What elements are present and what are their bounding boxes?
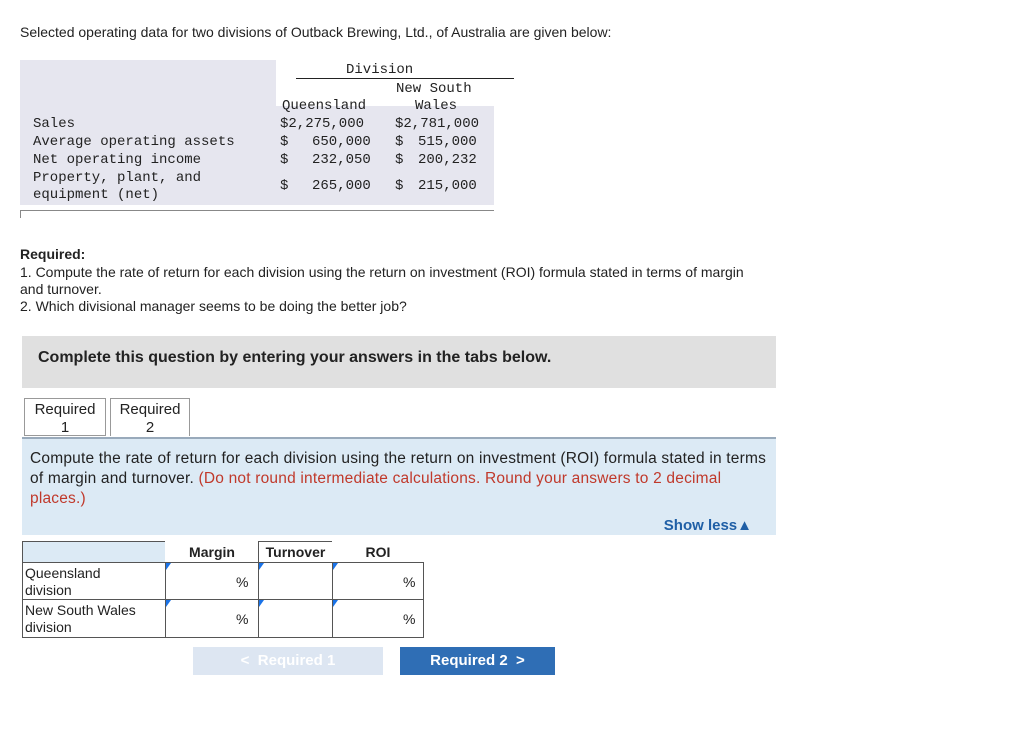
instruction-main: Compute the rate of return for each division using the return on investment (ROI) formula stated in terms of margin and turnover.	[30, 450, 767, 487]
currency-sign: $	[280, 178, 289, 194]
margin-input-nsw[interactable]	[165, 599, 259, 638]
table-bottom-frame	[20, 210, 494, 218]
required-item-2: 2. Which divisional manager seems to be doing the better job?	[20, 298, 407, 314]
header-margin: Margin	[165, 541, 259, 563]
tab-required-2[interactable]: Required 2	[110, 398, 190, 436]
instruction-text	[30, 449, 770, 509]
required-item-1a: 1. Compute the rate of return for each division using the return on investment (ROI) formula stated in terms of margin	[20, 264, 744, 280]
roi-input-queensland[interactable]	[332, 562, 424, 600]
tab-required-1[interactable]: Required 1	[24, 398, 106, 436]
complete-banner-text: Complete this question by entering your answers in the tabs below.	[38, 349, 552, 366]
rounding-note: (Do not round intermediate calculations. Round your answers to 2 decimal places.)	[30, 470, 722, 507]
percent-sign: %	[403, 574, 416, 590]
required-heading: Required:	[20, 246, 86, 262]
triangle-up-icon: ▲	[737, 517, 752, 534]
percent-sign: %	[236, 574, 249, 590]
ppe-queensland: 265,000	[312, 178, 371, 194]
instruction-panel	[22, 439, 776, 535]
row-label-sales: Sales	[33, 116, 76, 132]
col-header-queensland: Queensland	[282, 98, 367, 114]
turnover-input-queensland[interactable]	[258, 562, 333, 600]
row-label-avg-assets: Average operating assets	[33, 134, 235, 150]
col-header-nsw-line2: Wales	[415, 98, 458, 114]
avg-assets-queensland: 650,000	[312, 134, 371, 150]
row-label-noi: Net operating income	[33, 152, 202, 168]
currency-sign: $	[280, 152, 289, 168]
next-required-button[interactable]: Required 2 >	[400, 647, 555, 675]
col-header-nsw-line1: New South	[396, 81, 472, 97]
prev-required-button[interactable]: < Required 1	[193, 647, 383, 675]
avg-assets-nsw: 515,000	[418, 134, 477, 150]
show-less-link[interactable]: Show less▲	[663, 517, 752, 534]
header-turnover: Turnover	[258, 541, 333, 563]
currency-sign: $	[280, 134, 289, 150]
turnover-input-nsw[interactable]	[258, 599, 333, 638]
row-label-queensland: Queensland division	[22, 562, 166, 600]
ppe-nsw: 215,000	[418, 178, 477, 194]
row-label-nsw: New South Wales division	[22, 599, 166, 638]
division-header: Division	[346, 62, 414, 78]
chevron-left-icon: <	[240, 652, 258, 669]
sales-queensland: $2,275,000	[280, 116, 365, 132]
required-list	[20, 264, 840, 315]
answer-table	[22, 541, 424, 638]
required-item-1b: and turnover.	[20, 281, 102, 297]
percent-sign: %	[403, 611, 416, 627]
row-label-ppe-line1: Property, plant, and	[33, 170, 202, 186]
problem-intro: Selected operating data for two divisions of Outback Brewing, Ltd., of Australia are given below:	[20, 24, 612, 40]
answer-header-blank	[22, 541, 166, 563]
percent-sign: %	[236, 611, 249, 627]
currency-sign: $	[395, 152, 404, 168]
row-label-ppe-line2: equipment (net)	[33, 187, 160, 203]
chevron-right-icon: >	[507, 652, 525, 669]
complete-banner	[22, 336, 776, 388]
operating-data-table	[20, 60, 494, 205]
noi-nsw: 200,232	[418, 152, 477, 168]
sales-nsw: $2,781,000	[395, 116, 480, 132]
margin-input-queensland[interactable]	[165, 562, 259, 600]
noi-queensland: 232,050	[312, 152, 371, 168]
currency-sign: $	[395, 178, 404, 194]
currency-sign: $	[395, 134, 404, 150]
roi-input-nsw[interactable]	[332, 599, 424, 638]
header-roi: ROI	[332, 541, 424, 563]
